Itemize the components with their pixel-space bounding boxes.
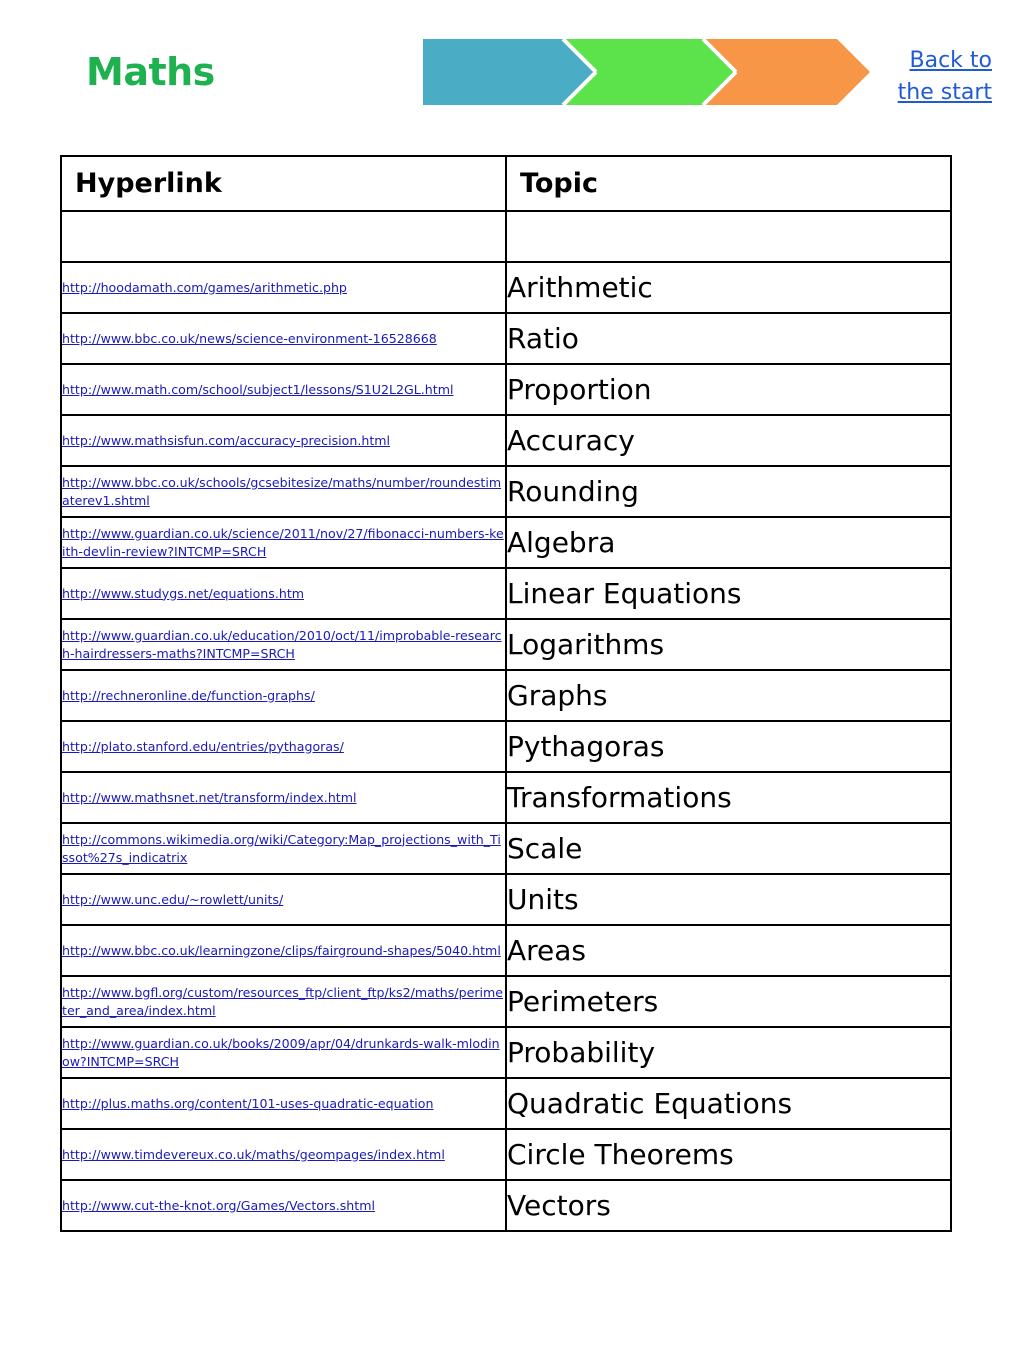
back-link-line1: Back to xyxy=(909,48,992,73)
hyperlink-cell xyxy=(61,415,506,466)
page-title: Maths xyxy=(86,50,215,94)
hyperlink[interactable]: http://www.bbc.co.uk/schools/gcsebitesize/maths/number/roundestimaterev1.shtml xyxy=(62,474,502,508)
topic-cell: Linear Equations xyxy=(506,568,951,619)
topic-cell: Units xyxy=(506,874,951,925)
hyperlink[interactable]: http://www.mathsisfun.com/accuracy-precision.html xyxy=(62,432,391,448)
topic-cell: Probability xyxy=(506,1027,951,1078)
chevron-banner xyxy=(423,39,870,105)
hyperlink[interactable]: http://hoodamath.com/games/arithmetic.php xyxy=(62,279,347,295)
table-row xyxy=(61,211,951,262)
table-row xyxy=(61,313,951,364)
hyperlink-cell xyxy=(61,670,506,721)
back-to-start-link[interactable] xyxy=(898,45,992,109)
topic-cell: Algebra xyxy=(506,517,951,568)
table-row xyxy=(61,619,951,670)
table-row xyxy=(61,823,951,874)
hyperlink-cell xyxy=(61,1027,506,1078)
table-row xyxy=(61,874,951,925)
topic-cell: Scale xyxy=(506,823,951,874)
topic-cell: Rounding xyxy=(506,466,951,517)
hyperlink[interactable]: http://plato.stanford.edu/entries/pythagoras/ xyxy=(62,738,344,754)
hyperlink[interactable]: http://www.math.com/school/subject1/lessons/S1U2L2GL.html xyxy=(62,381,454,397)
table-row xyxy=(61,670,951,721)
topic-cell: Vectors xyxy=(506,1180,951,1231)
hyperlink-cell xyxy=(61,517,506,568)
hyperlink[interactable]: http://www.guardian.co.uk/education/2010/oct/11/improbable-research-hairdressers-maths?INTCMP=SRCH xyxy=(62,627,502,661)
hyperlink[interactable]: http://www.bgfl.org/custom/resources_ftp/client_ftp/ks2/maths/perimeter_and_area/index.html xyxy=(62,984,504,1018)
back-link-line2: the start xyxy=(897,80,992,105)
header-topic: Topic xyxy=(506,156,951,211)
hyperlink[interactable]: http://www.guardian.co.uk/books/2009/apr/04/drunkards-walk-mlodinow?INTCMP=SRCH xyxy=(62,1035,500,1069)
topic-cell: Proportion xyxy=(506,364,951,415)
header-hyperlink: Hyperlink xyxy=(61,156,506,211)
hyperlink[interactable]: http://commons.wikimedia.org/wiki/Category:Map_projections_with_Tissot%27s_indicatrix xyxy=(62,831,501,865)
hyperlink-cell xyxy=(61,721,506,772)
table-row xyxy=(61,466,951,517)
hyperlink[interactable]: http://rechneronline.de/function-graphs/ xyxy=(62,687,315,703)
table-row xyxy=(61,415,951,466)
table-row xyxy=(61,925,951,976)
hyperlink[interactable]: http://www.unc.edu/~rowlett/units/ xyxy=(62,891,284,907)
topic-cell: Logarithms xyxy=(506,619,951,670)
topic-cell: Circle Theorems xyxy=(506,1129,951,1180)
table-row xyxy=(61,721,951,772)
hyperlink-cell xyxy=(61,976,506,1027)
topic-cell: Quadratic Equations xyxy=(506,1078,951,1129)
table-row xyxy=(61,517,951,568)
hyperlink-cell xyxy=(61,568,506,619)
hyperlink-cell xyxy=(61,925,506,976)
hyperlink-cell xyxy=(61,823,506,874)
topic-cell xyxy=(506,211,951,262)
hyperlink-cell xyxy=(61,874,506,925)
topic-cell: Transformations xyxy=(506,772,951,823)
hyperlink[interactable]: http://www.cut-the-knot.org/Games/Vectors.shtml xyxy=(62,1197,375,1213)
hyperlink-cell xyxy=(61,211,506,262)
topic-cell: Ratio xyxy=(506,313,951,364)
hyperlink[interactable]: http://www.guardian.co.uk/science/2011/nov/27/fibonacci-numbers-keith-devlin-review?INTCMP=SRCH xyxy=(62,525,504,559)
topic-cell: Arithmetic xyxy=(506,262,951,313)
table-row xyxy=(61,1027,951,1078)
hyperlink-cell xyxy=(61,772,506,823)
hyperlink-table xyxy=(60,155,952,1232)
table-row xyxy=(61,772,951,823)
table-row xyxy=(61,568,951,619)
table-row xyxy=(61,262,951,313)
table-row xyxy=(61,1180,951,1231)
hyperlink-cell xyxy=(61,364,506,415)
hyperlink[interactable]: http://www.timdevereux.co.uk/maths/geompages/index.html xyxy=(62,1146,445,1162)
hyperlink-cell xyxy=(61,466,506,517)
table-row xyxy=(61,976,951,1027)
topic-cell: Pythagoras xyxy=(506,721,951,772)
hyperlink-cell xyxy=(61,1078,506,1129)
topic-cell: Areas xyxy=(506,925,951,976)
table-row xyxy=(61,364,951,415)
hyperlink[interactable]: http://www.bbc.co.uk/learningzone/clips/fairground-shapes/5040.html xyxy=(62,942,501,958)
hyperlink-cell xyxy=(61,313,506,364)
chevron-blue xyxy=(423,39,596,105)
hyperlink[interactable]: http://plus.maths.org/content/101-uses-quadratic-equation xyxy=(62,1095,434,1111)
hyperlink[interactable]: http://www.studygs.net/equations.htm xyxy=(62,585,305,601)
hyperlink-cell xyxy=(61,1180,506,1231)
table-row xyxy=(61,1078,951,1129)
table-header-row xyxy=(61,156,951,211)
hyperlink-cell xyxy=(61,619,506,670)
hyperlink[interactable]: http://www.bbc.co.uk/news/science-environment-16528668 xyxy=(62,330,437,346)
hyperlink[interactable]: http://www.mathsnet.net/transform/index.html xyxy=(62,789,357,805)
topic-cell: Graphs xyxy=(506,670,951,721)
topic-cell: Perimeters xyxy=(506,976,951,1027)
table-row xyxy=(61,1129,951,1180)
topic-cell: Accuracy xyxy=(506,415,951,466)
hyperlink-cell xyxy=(61,1129,506,1180)
hyperlink-cell xyxy=(61,262,506,313)
